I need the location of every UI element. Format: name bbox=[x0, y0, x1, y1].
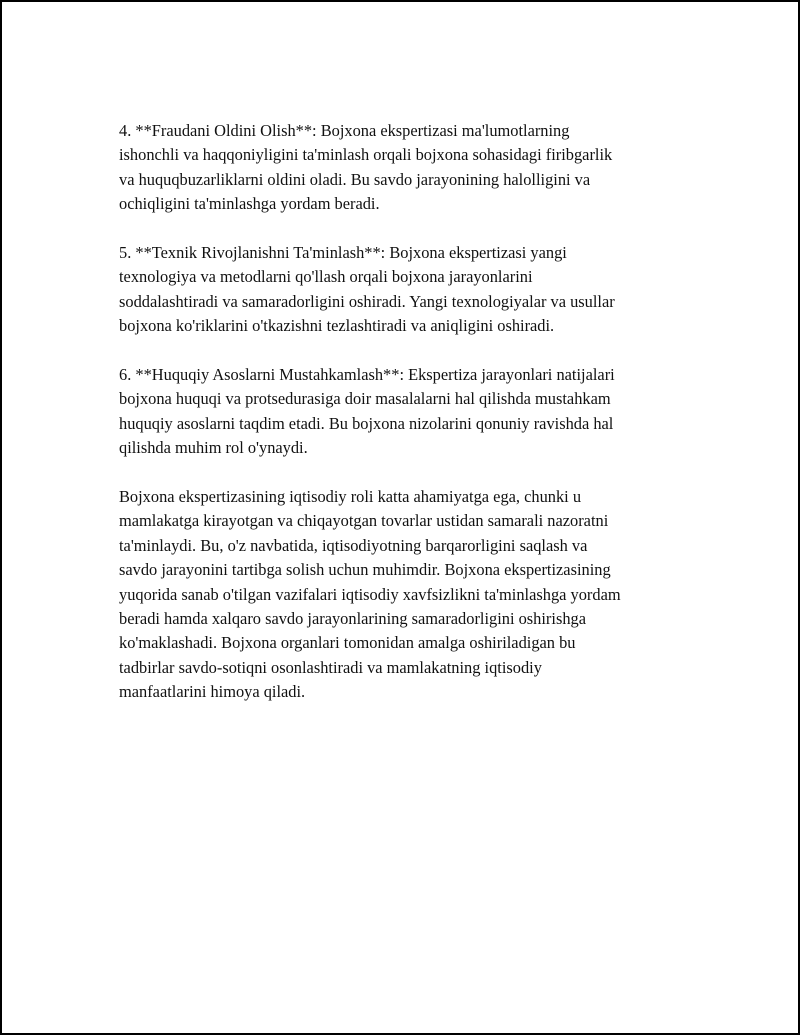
text-line: savdo jarayonini tartibga solish uchun muhimdir. Bojxona ekspertizasining bbox=[119, 560, 611, 580]
text-line: 5. **Texnik Rivojlanishni Ta'minlash**: Bojxona ekspertizasi yangi bbox=[119, 243, 567, 263]
text-line: 6. **Huquqiy Asoslarni Mustahkamlash**: Ekspertiza jarayonlari natijalari bbox=[119, 365, 615, 385]
text-line: manfaatlarini himoya qiladi. bbox=[119, 682, 306, 702]
paragraph-economic-role bbox=[119, 485, 694, 705]
document-body bbox=[119, 119, 694, 729]
text-line: mamlakatga kirayotgan va chiqayotgan tovarlar ustidan samarali nazoratni bbox=[119, 511, 609, 531]
text-line: huquqiy asoslarni taqdim etadi. Bu bojxona nizolarini qonuniy ravishda hal bbox=[119, 413, 614, 433]
text-line: beradi hamda xalqaro savdo jarayonlarining samaradorligini oshirishga bbox=[119, 609, 586, 629]
text-line: ta'minlaydi. Bu, o'z navbatida, iqtisodiyotning barqarorligini saqlash va bbox=[119, 535, 588, 555]
text-line: qilishda muhim rol o'ynaydi. bbox=[119, 438, 308, 458]
text-line: ochiqligini ta'minlashga yordam beradi. bbox=[119, 194, 380, 214]
text-line: bojxona huquqi va protsedurasiga doir masalalarni hal qilishda mustahkam bbox=[119, 389, 611, 409]
paragraph-technical-development bbox=[119, 241, 694, 339]
text-line: 4. **Fraudani Oldini Olish**: Bojxona ekspertizasi ma'lumotlarning bbox=[119, 121, 570, 140]
text-line: va huquqbuzarliklarni oldini oladi. Bu savdo jarayonining halolligini va bbox=[119, 169, 591, 189]
text-line: tadbirlar savdo-sotiqni osonlashtiradi va mamlakatning iqtisodiy bbox=[119, 657, 542, 677]
text-line: bojxona ko'riklarini o'tkazishni tezlashtiradi va aniqligini oshiradi. bbox=[119, 316, 555, 336]
paragraph-fraud-prevention bbox=[119, 119, 694, 217]
paragraph-legal-foundations bbox=[119, 363, 694, 461]
text-line: soddalashtiradi va samaradorligini oshiradi. Yangi texnologiyalar va usullar bbox=[119, 291, 615, 311]
text-line: ko'maklashadi. Bojxona organlari tomonidan amalga oshiriladigan bu bbox=[119, 633, 576, 653]
text-line: Bojxona ekspertizasining iqtisodiy roli katta ahamiyatga ega, chunki u bbox=[119, 487, 582, 507]
text-line: yuqorida sanab o'tilgan vazifalari iqtisodiy xavfsizlikni ta'minlashga yordam bbox=[119, 584, 621, 604]
text-line: texnologiya va metodlarni qo'llash orqali bojxona jarayonlarini bbox=[119, 267, 533, 287]
text-line: ishonchli va haqqoniyligini ta'minlash orqali bojxona sohasidagi firibgarlik bbox=[119, 145, 613, 165]
